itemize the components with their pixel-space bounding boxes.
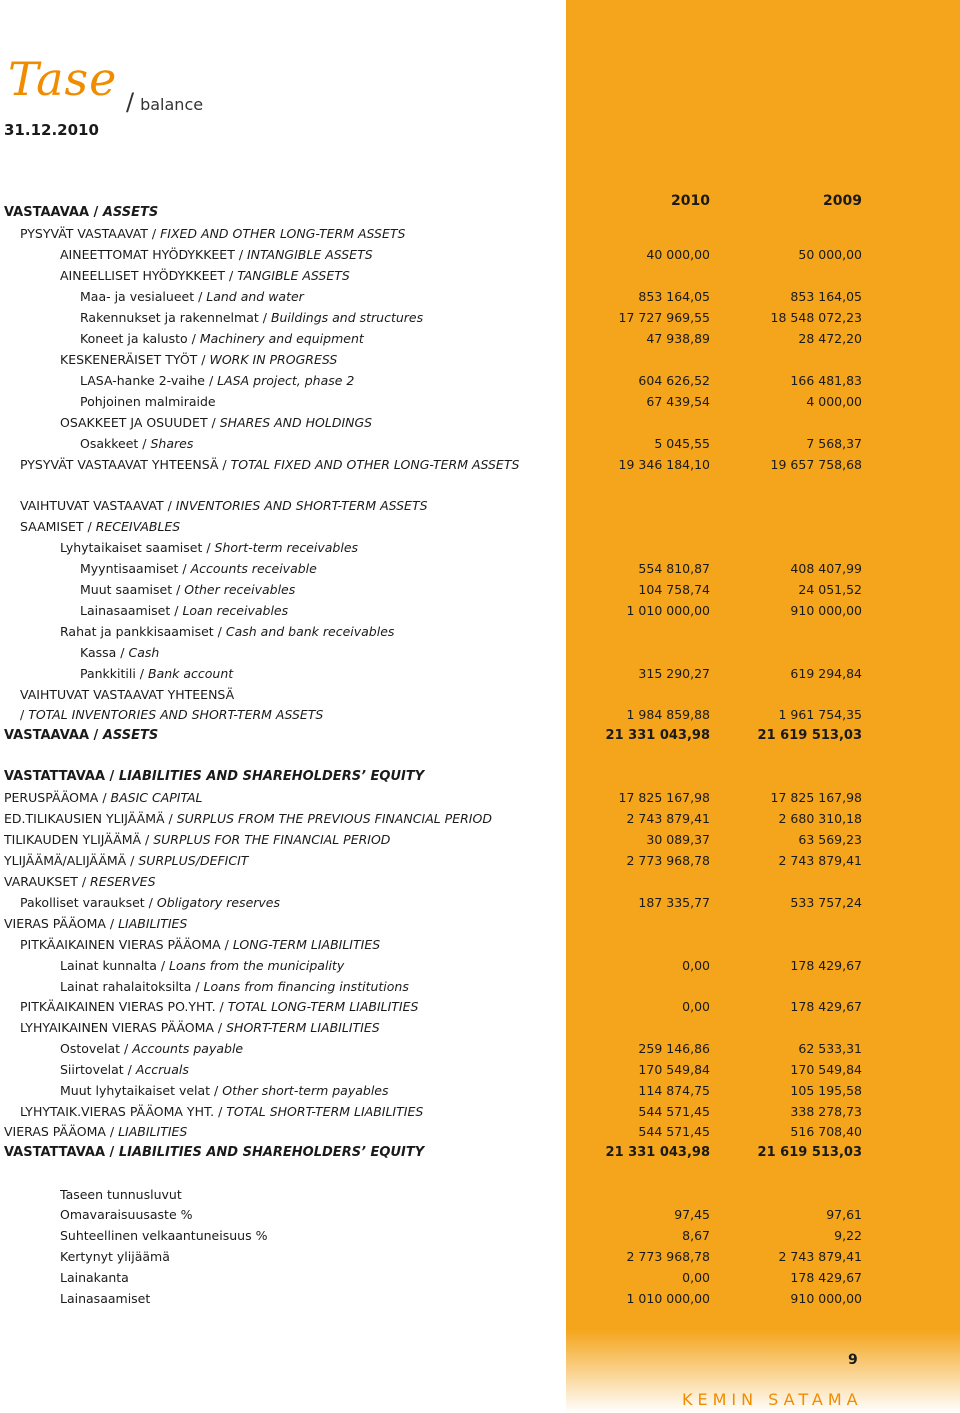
row-label-english: SHORT-TERM LIABILITIES bbox=[226, 1020, 380, 1035]
table-row bbox=[0, 329, 960, 349]
row-label-english: LIABILITIES bbox=[118, 916, 188, 931]
value-2010: 0,00 bbox=[682, 999, 710, 1014]
table-row bbox=[0, 1185, 960, 1205]
row-label-english: RESERVES bbox=[90, 874, 156, 889]
value-2010: 19 346 184,10 bbox=[618, 457, 710, 472]
value-2009: 408 407,99 bbox=[790, 561, 862, 576]
row-label bbox=[20, 455, 519, 475]
table-row bbox=[0, 788, 960, 808]
table-row bbox=[0, 601, 960, 621]
row-label bbox=[80, 643, 159, 663]
table-row bbox=[0, 203, 960, 223]
row-label bbox=[80, 580, 295, 600]
title-sub-text: balance bbox=[140, 95, 204, 114]
table-row bbox=[0, 580, 960, 600]
row-label-text: Rahat ja pankkisaamiset / bbox=[60, 624, 226, 639]
table-row bbox=[0, 685, 960, 705]
value-2010: 1 010 000,00 bbox=[626, 603, 710, 618]
table-row bbox=[0, 413, 960, 433]
row-label bbox=[80, 664, 233, 684]
value-2010: 30 089,37 bbox=[646, 832, 710, 847]
value-2010: 67 439,54 bbox=[646, 394, 710, 409]
row-label-text: VIERAS PÄÄOMA / bbox=[4, 916, 119, 931]
row-label bbox=[80, 329, 364, 349]
value-2009: 24 051,52 bbox=[798, 582, 862, 597]
row-label bbox=[20, 997, 418, 1017]
row-label-text: PERUSPÄÄOMA / bbox=[4, 790, 111, 805]
value-2010: 187 335,77 bbox=[638, 895, 710, 910]
row-label-english: Short-term receivables bbox=[214, 540, 359, 555]
value-2010: 8,67 bbox=[682, 1228, 710, 1243]
value-2010: 1 984 859,88 bbox=[626, 707, 710, 722]
table-row bbox=[0, 1205, 960, 1225]
row-label bbox=[20, 705, 323, 725]
table-row bbox=[0, 830, 960, 850]
row-label-text: Suhteellinen velkaantuneisuus % bbox=[60, 1228, 268, 1243]
row-label-english: Accruals bbox=[135, 1062, 189, 1077]
row-label-text: VAIHTUVAT VASTAAVAT YHTEENSÄ bbox=[20, 687, 235, 702]
row-label-english: TANGIBLE ASSETS bbox=[237, 268, 350, 283]
row-label bbox=[60, 350, 337, 370]
table-row bbox=[0, 726, 960, 746]
value-2009: 63 569,23 bbox=[798, 832, 862, 847]
row-label-text: VASTAAVAA / bbox=[4, 728, 103, 743]
row-label bbox=[4, 830, 390, 850]
value-2009: 4 000,00 bbox=[806, 394, 862, 409]
row-label bbox=[80, 308, 423, 328]
row-label bbox=[4, 872, 156, 892]
row-label-text: SAAMISET / bbox=[20, 519, 96, 534]
table-row bbox=[0, 914, 960, 934]
row-label bbox=[80, 392, 216, 412]
table-row bbox=[0, 1039, 960, 1059]
balance-date: 31.12.2010 bbox=[4, 121, 99, 139]
value-2009: 105 195,58 bbox=[790, 1083, 862, 1098]
value-2010: 17 825 167,98 bbox=[618, 790, 710, 805]
row-label-english: INVENTORIES AND SHORT-TERM ASSETS bbox=[175, 498, 428, 513]
row-label bbox=[60, 1081, 389, 1101]
row-label bbox=[60, 1039, 243, 1059]
row-label-text: PITKÄAIKAINEN VIERAS PÄÄOMA / bbox=[20, 937, 233, 952]
row-label-english: LASA project, phase 2 bbox=[217, 373, 355, 388]
table-row bbox=[0, 893, 960, 913]
table-row bbox=[0, 767, 960, 787]
row-label-text: Koneet ja kalusto / bbox=[80, 331, 200, 346]
row-label-text: Myyntisaamiset / bbox=[80, 561, 191, 576]
page-number: 9 bbox=[848, 1352, 858, 1368]
value-2009: 21 619 513,03 bbox=[757, 728, 862, 743]
row-label-english: TOTAL INVENTORIES AND SHORT-TERM ASSETS bbox=[28, 707, 324, 722]
row-label-text: Lyhytaikaiset saamiset / bbox=[60, 540, 215, 555]
row-label-english: SURPLUS FOR THE FINANCIAL PERIOD bbox=[153, 832, 391, 847]
row-label bbox=[4, 1122, 187, 1142]
row-label bbox=[4, 767, 424, 787]
row-label-english: LIABILITIES AND SHAREHOLDERS’ EQUITY bbox=[118, 1145, 425, 1160]
row-label bbox=[60, 1247, 170, 1267]
value-2009: 19 657 758,68 bbox=[770, 457, 862, 472]
value-2009: 170 549,84 bbox=[790, 1062, 862, 1077]
row-label bbox=[4, 914, 187, 934]
table-row bbox=[0, 935, 960, 955]
table-row bbox=[0, 1268, 960, 1288]
value-2010: 97,45 bbox=[674, 1207, 710, 1222]
row-label bbox=[60, 1205, 193, 1225]
row-label-english: Other short-term payables bbox=[222, 1083, 389, 1098]
row-label bbox=[60, 538, 358, 558]
table-row bbox=[0, 872, 960, 892]
value-2010: 170 549,84 bbox=[638, 1062, 710, 1077]
value-2009: 18 548 072,23 bbox=[770, 310, 862, 325]
value-2009: 1 961 754,35 bbox=[778, 707, 862, 722]
value-2010: 0,00 bbox=[682, 958, 710, 973]
value-2010: 853 164,05 bbox=[638, 289, 710, 304]
row-label-english: FIXED AND OTHER LONG-TERM ASSETS bbox=[160, 226, 406, 241]
row-label-english: ASSETS bbox=[102, 728, 159, 743]
page-title bbox=[8, 52, 117, 106]
table-row bbox=[0, 664, 960, 684]
value-2009: 533 757,24 bbox=[790, 895, 862, 910]
row-label-text: Omavaraisuusaste % bbox=[60, 1207, 193, 1222]
table-row bbox=[0, 997, 960, 1017]
table-row bbox=[0, 1289, 960, 1309]
row-label-text: LYHYTAIK.VIERAS PÄÄOMA YHT. / bbox=[20, 1104, 227, 1119]
table-row bbox=[0, 559, 960, 579]
row-label-text: Lainat kunnalta / bbox=[60, 958, 170, 973]
table-row bbox=[0, 809, 960, 829]
value-2010: 0,00 bbox=[682, 1270, 710, 1285]
row-label-text: AINEETTOMAT HYÖDYKKEET / bbox=[60, 247, 247, 262]
row-label-text: Ostovelat / bbox=[60, 1041, 133, 1056]
row-label-text: Taseen tunnusluvut bbox=[60, 1187, 182, 1202]
row-label-text: Kertynyt ylijäämä bbox=[60, 1249, 170, 1264]
table-row bbox=[0, 1102, 960, 1122]
row-label-english: Obligatory reserves bbox=[156, 895, 281, 910]
value-2009: 178 429,67 bbox=[790, 1270, 862, 1285]
value-2010: 544 571,45 bbox=[638, 1124, 710, 1139]
row-label-text: TILIKAUDEN YLIJÄÄMÄ / bbox=[4, 832, 154, 847]
row-label-text: Lainat rahalaitoksilta / bbox=[60, 979, 204, 994]
table-row bbox=[0, 496, 960, 516]
row-label-english: SURPLUS/DEFICIT bbox=[138, 853, 249, 868]
table-row bbox=[0, 371, 960, 391]
row-label bbox=[20, 1102, 423, 1122]
value-2009: 516 708,40 bbox=[790, 1124, 862, 1139]
title-subtitle: / balance bbox=[126, 88, 204, 116]
table-row bbox=[0, 1226, 960, 1246]
row-label-text: YLIJÄÄMÄ/ALIJÄÄMÄ / bbox=[4, 853, 139, 868]
row-label-text: AINEELLISET HYÖDYKKEET / bbox=[60, 268, 238, 283]
row-label bbox=[4, 1143, 424, 1163]
row-label-english: Land and water bbox=[206, 289, 304, 304]
value-2009: 7 568,37 bbox=[806, 436, 862, 451]
row-label-text: VIERAS PÄÄOMA / bbox=[4, 1124, 119, 1139]
row-label bbox=[20, 935, 380, 955]
row-label bbox=[60, 1289, 150, 1309]
value-2010: 554 810,87 bbox=[638, 561, 710, 576]
row-label-text: VASTAAVAA / bbox=[4, 205, 103, 220]
row-label-english: LIABILITIES bbox=[118, 1124, 188, 1139]
value-2009: 97,61 bbox=[826, 1207, 862, 1222]
row-label-text: VASTATTAVAA / bbox=[4, 1145, 119, 1160]
table-row bbox=[0, 350, 960, 370]
table-row bbox=[0, 434, 960, 454]
row-label bbox=[4, 809, 492, 829]
table-row bbox=[0, 455, 960, 475]
row-label-english: Cash bbox=[128, 645, 160, 660]
table-row bbox=[0, 622, 960, 642]
row-label-text: LASA-hanke 2-vaihe / bbox=[80, 373, 218, 388]
table-row bbox=[0, 705, 960, 725]
value-2009: 338 278,73 bbox=[790, 1104, 862, 1119]
row-label-text: VARAUKSET / bbox=[4, 874, 91, 889]
row-label-english: Buildings and structures bbox=[270, 310, 424, 325]
value-2009: 50 000,00 bbox=[798, 247, 862, 262]
row-label-text: Rakennukset ja rakennelmat / bbox=[80, 310, 271, 325]
value-2009: 910 000,00 bbox=[790, 603, 862, 618]
value-2009: 9,22 bbox=[834, 1228, 862, 1243]
row-label bbox=[60, 977, 409, 997]
row-label-english: Accounts payable bbox=[132, 1041, 244, 1056]
row-label-text: Muut lyhytaikaiset velat / bbox=[60, 1083, 223, 1098]
row-label bbox=[4, 851, 248, 871]
value-2010: 47 938,89 bbox=[646, 331, 710, 346]
table-row bbox=[0, 1143, 960, 1163]
row-label bbox=[20, 224, 405, 244]
value-2010: 544 571,45 bbox=[638, 1104, 710, 1119]
row-label-english: LIABILITIES AND SHAREHOLDERS’ EQUITY bbox=[118, 769, 425, 784]
row-label-english: Shares bbox=[150, 436, 194, 451]
row-label-text: VASTATTAVAA / bbox=[4, 769, 119, 784]
row-label-text: Lainasaamiset bbox=[60, 1291, 151, 1306]
value-2009: 910 000,00 bbox=[790, 1291, 862, 1306]
row-label-text: Osakkeet / bbox=[80, 436, 151, 451]
column-header-2009: 2009 bbox=[823, 193, 862, 209]
table-row bbox=[0, 1060, 960, 1080]
row-label bbox=[60, 266, 350, 286]
value-2009: 619 294,84 bbox=[790, 666, 862, 681]
table-row bbox=[0, 287, 960, 307]
value-2009: 853 164,05 bbox=[790, 289, 862, 304]
row-label-english: TOTAL SHORT-TERM LIABILITIES bbox=[226, 1104, 424, 1119]
row-label bbox=[80, 559, 317, 579]
row-label-english: Other receivables bbox=[184, 582, 296, 597]
table-row bbox=[0, 392, 960, 412]
value-2009: 2 680 310,18 bbox=[778, 811, 862, 826]
row-label bbox=[4, 788, 202, 808]
row-label bbox=[60, 1226, 267, 1246]
row-label-english: Cash and bank receivables bbox=[225, 624, 395, 639]
row-label bbox=[60, 1060, 189, 1080]
row-label bbox=[60, 413, 372, 433]
title-script: Tase bbox=[8, 52, 118, 106]
row-label-english: Loan receivables bbox=[182, 603, 289, 618]
table-row bbox=[0, 956, 960, 976]
table-row bbox=[0, 1247, 960, 1267]
row-label bbox=[60, 1185, 182, 1205]
row-label bbox=[4, 203, 158, 223]
row-label bbox=[60, 1268, 129, 1288]
row-label-english: SURPLUS FROM THE PREVIOUS FINANCIAL PERIOD bbox=[176, 811, 492, 826]
table-row bbox=[0, 1081, 960, 1101]
value-2010: 2 773 968,78 bbox=[626, 1249, 710, 1264]
row-label-text: Siirtovelat / bbox=[60, 1062, 136, 1077]
value-2010: 114 874,75 bbox=[638, 1083, 710, 1098]
value-2009: 21 619 513,03 bbox=[757, 1145, 862, 1160]
row-label-english: INTANGIBLE ASSETS bbox=[247, 247, 373, 262]
value-2010: 21 331 043,98 bbox=[605, 728, 710, 743]
row-label bbox=[20, 1018, 380, 1038]
table-row bbox=[0, 643, 960, 663]
value-2010: 2 743 879,41 bbox=[626, 811, 710, 826]
value-2009: 17 825 167,98 bbox=[770, 790, 862, 805]
table-row bbox=[0, 1122, 960, 1142]
row-label-english: Loans from the municipality bbox=[169, 958, 345, 973]
row-label-text: Maa- ja vesialueet / bbox=[80, 289, 207, 304]
row-label-english: BASIC CAPITAL bbox=[110, 790, 203, 805]
row-label-english: SHARES AND HOLDINGS bbox=[219, 415, 373, 430]
row-label-english: TOTAL FIXED AND OTHER LONG-TERM ASSETS bbox=[230, 457, 520, 472]
row-label-text: PYSYVÄT VASTAAVAT YHTEENSÄ / bbox=[20, 457, 231, 472]
value-2009: 2 743 879,41 bbox=[778, 853, 862, 868]
row-label bbox=[80, 434, 193, 454]
value-2009: 178 429,67 bbox=[790, 958, 862, 973]
row-label-text: Kassa / bbox=[80, 645, 129, 660]
value-2010: 259 146,86 bbox=[638, 1041, 710, 1056]
row-label-text: Lainasaamiset / bbox=[80, 603, 183, 618]
table-row bbox=[0, 977, 960, 997]
row-label-english: ASSETS bbox=[102, 205, 159, 220]
row-label-english: TOTAL LONG-TERM LIABILITIES bbox=[227, 999, 419, 1014]
value-2010: 17 727 969,55 bbox=[618, 310, 710, 325]
value-2010: 2 773 968,78 bbox=[626, 853, 710, 868]
row-label-text: OSAKKEET JA OSUUDET / bbox=[60, 415, 220, 430]
row-label-english: Bank account bbox=[148, 666, 234, 681]
value-2009: 28 472,20 bbox=[798, 331, 862, 346]
row-label-english: LONG-TERM LIABILITIES bbox=[232, 937, 381, 952]
table-row bbox=[0, 517, 960, 537]
value-2010: 21 331 043,98 bbox=[605, 1145, 710, 1160]
row-label-english: RECEIVABLES bbox=[95, 519, 181, 534]
value-2009: 178 429,67 bbox=[790, 999, 862, 1014]
value-2010: 40 000,00 bbox=[646, 247, 710, 262]
value-2010: 5 045,55 bbox=[654, 436, 710, 451]
table-row bbox=[0, 851, 960, 871]
value-2009: 2 743 879,41 bbox=[778, 1249, 862, 1264]
row-label-text: Lainakanta bbox=[60, 1270, 129, 1285]
row-label bbox=[20, 893, 280, 913]
row-label bbox=[60, 245, 373, 265]
table-row bbox=[0, 538, 960, 558]
row-label-english: Loans from financing institutions bbox=[203, 979, 409, 994]
row-label-text: VAIHTUVAT VASTAAVAT / bbox=[20, 498, 176, 513]
table-row bbox=[0, 1018, 960, 1038]
row-label bbox=[60, 622, 394, 642]
row-label-text: Pakolliset varaukset / bbox=[20, 895, 157, 910]
row-label bbox=[20, 685, 234, 705]
value-2010: 104 758,74 bbox=[638, 582, 710, 597]
table-row bbox=[0, 224, 960, 244]
row-label-english: Accounts receivable bbox=[190, 561, 317, 576]
row-label bbox=[20, 496, 428, 516]
row-label-english: Machinery and equipment bbox=[199, 331, 364, 346]
row-label bbox=[80, 601, 288, 621]
value-2010: 604 626,52 bbox=[638, 373, 710, 388]
row-label-text: ED.TILIKAUSIEN YLIJÄÄMÄ / bbox=[4, 811, 177, 826]
row-label-text: Muut saamiset / bbox=[80, 582, 185, 597]
value-2010: 1 010 000,00 bbox=[626, 1291, 710, 1306]
row-label-text: Pankkitili / bbox=[80, 666, 148, 681]
row-label-text: / bbox=[20, 707, 29, 722]
row-label-text: Pohjoinen malmiraide bbox=[80, 394, 216, 409]
row-label bbox=[80, 371, 354, 391]
row-label-text: PYSYVÄT VASTAAVAT / bbox=[20, 226, 161, 241]
row-label-english: WORK IN PROGRESS bbox=[209, 352, 338, 367]
row-label bbox=[20, 517, 180, 537]
value-2009: 62 533,31 bbox=[798, 1041, 862, 1056]
row-label bbox=[80, 287, 304, 307]
column-header-2010: 2010 bbox=[671, 193, 710, 209]
table-row bbox=[0, 308, 960, 328]
brand-name: KEMIN SATAMA bbox=[682, 1390, 863, 1409]
value-2010: 315 290,27 bbox=[638, 666, 710, 681]
row-label bbox=[60, 956, 344, 976]
row-label-text: KESKENERÄISET TYÖT / bbox=[60, 352, 210, 367]
row-label-text: LYHYAIKAINEN VIERAS PÄÄOMA / bbox=[20, 1020, 227, 1035]
row-label-text: PITKÄAIKAINEN VIERAS PO.YHT. / bbox=[20, 999, 228, 1014]
row-label bbox=[4, 726, 158, 746]
table-row bbox=[0, 245, 960, 265]
table-row bbox=[0, 266, 960, 286]
value-2009: 166 481,83 bbox=[790, 373, 862, 388]
